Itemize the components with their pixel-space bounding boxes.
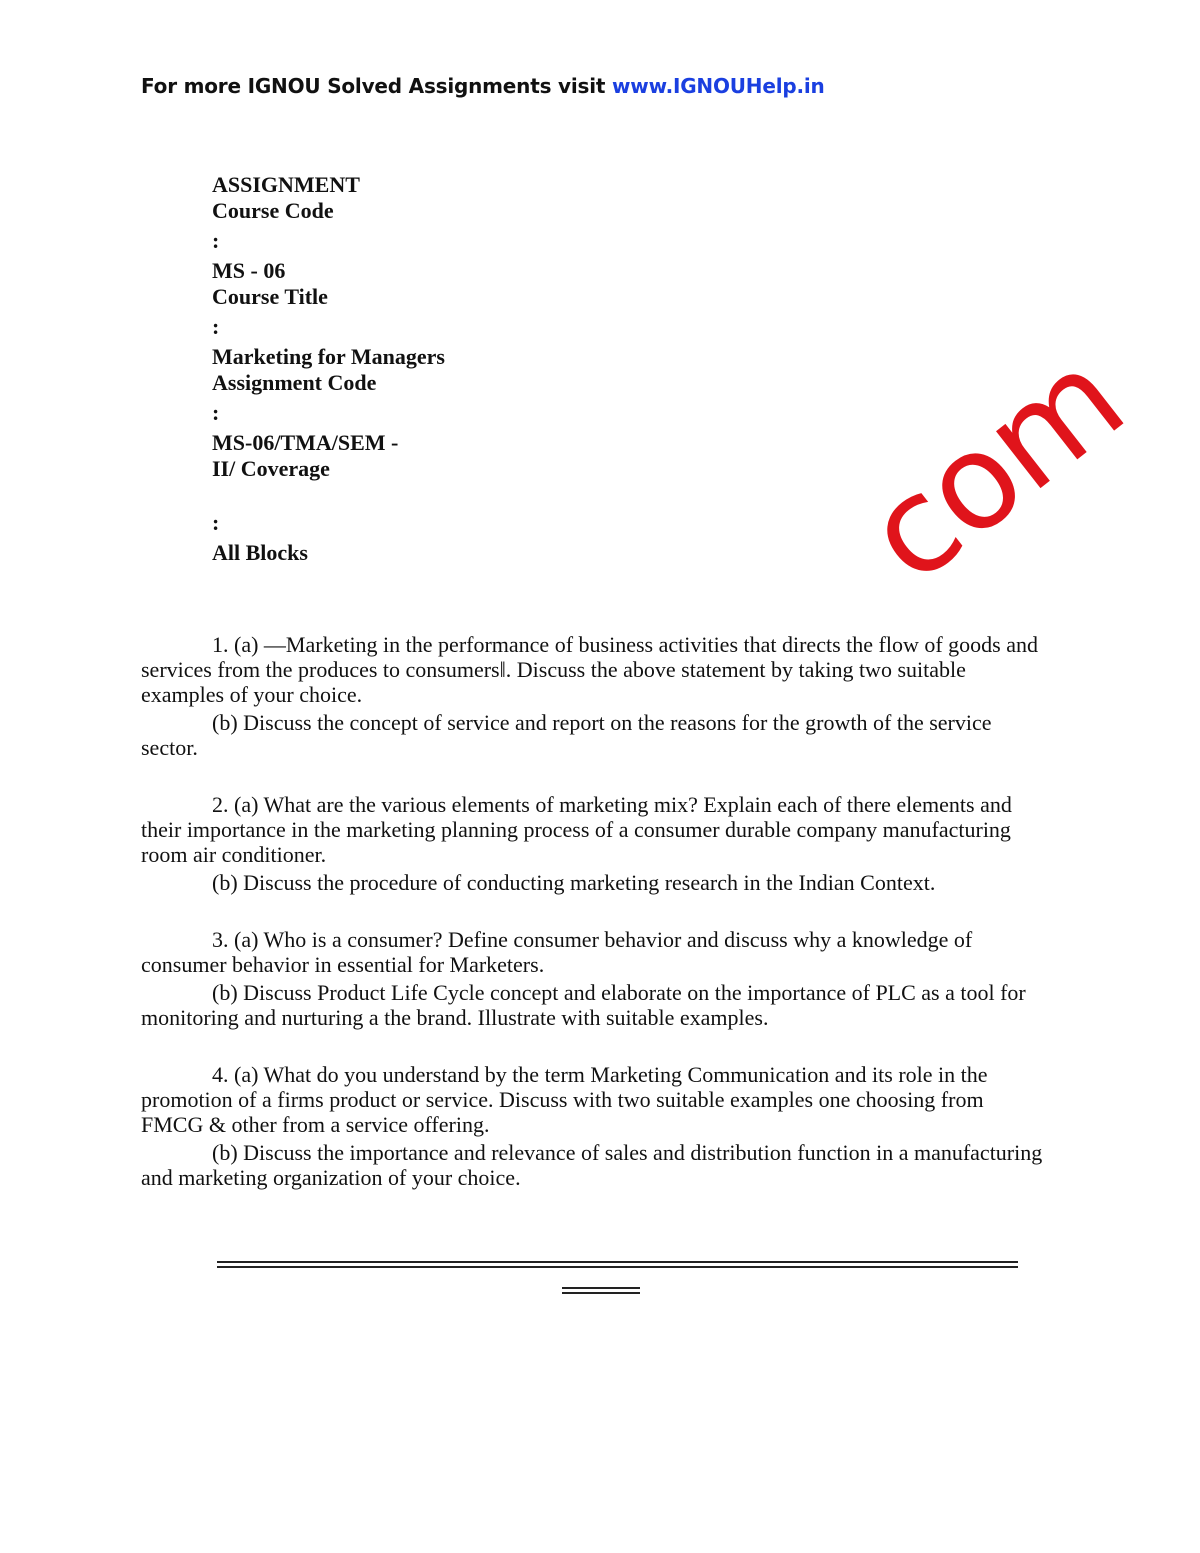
assignment-code-value-line2: II/ Coverage <box>212 456 330 481</box>
coverage-colon: : <box>212 510 220 535</box>
assignment-code-label: Assignment Code <box>212 370 377 395</box>
course-title-label: Course Title <box>212 284 328 309</box>
question-3-part-b: (b) Discuss Product Life Cycle concept and elaborate on the importance of PLC as a tool for monitoring and nurturing a the brand. Illustrate with suitable examples. <box>141 980 1026 1030</box>
question-list <box>141 632 1051 1222</box>
ignou-help-link[interactable]: www.IGNOUHelp.in <box>612 74 825 98</box>
question-2-part-b: (b) Discuss the procedure of conducting marketing research in the Indian Context. <box>212 870 936 895</box>
assignment-title: ASSIGNMENT <box>212 172 360 197</box>
assignment-code-value-line1: MS-06/TMA/SEM - <box>212 430 399 455</box>
question-2-part-a: 2. (a) What are the various elements of marketing mix? Explain each of there elements and their importance in the marketing planning process of a consumer durable company manufacturing room air conditioner. <box>141 792 1012 867</box>
assignment-code-colon: : <box>212 400 220 425</box>
question-1-part-b: (b) Discuss the concept of service and report on the reasons for the growth of the service sector. <box>141 710 992 760</box>
double-rule <box>217 1261 1018 1268</box>
end-divider <box>217 1261 1018 1268</box>
question-3-part-a: 3. (a) Who is a consumer? Define consumer behavior and discuss why a knowledge of consumer behavior in essential for Marketers. <box>141 927 973 977</box>
question-4 <box>141 1062 1051 1190</box>
course-title-value: Marketing for Managers <box>212 344 445 369</box>
question-4-part-a: 4. (a) What do you understand by the term Marketing Communication and its role in the promotion of a firms product or service. Discuss with two suitable examples one choosing from FMCG & other from a service offering. <box>141 1062 988 1137</box>
course-code-label: Course Code <box>212 198 334 223</box>
com-watermark: com <box>838 321 1151 613</box>
question-4-part-b: (b) Discuss the importance and relevance of sales and distribution function in a manufacturing and marketing organization of your choice. <box>141 1140 1043 1190</box>
course-code-colon: : <box>212 228 220 253</box>
assignment-meta <box>212 172 632 566</box>
question-3 <box>141 927 1051 1030</box>
coverage-value: All Blocks <box>212 540 308 565</box>
page-header <box>141 74 825 98</box>
course-code-value: MS - 06 <box>212 258 286 283</box>
short-double-rule <box>562 1287 640 1294</box>
course-title-colon: : <box>212 314 220 339</box>
question-1 <box>141 632 1051 760</box>
header-text: For more IGNOU Solved Assignments visit <box>141 74 613 98</box>
question-1-part-a: 1. (a) —Marketing in the performance of business activities that directs the flow of goods and services from the produces to consumers‖. Discuss the above statement by taking two suitable examples of your choice. <box>141 632 1038 707</box>
question-2 <box>141 792 1051 895</box>
